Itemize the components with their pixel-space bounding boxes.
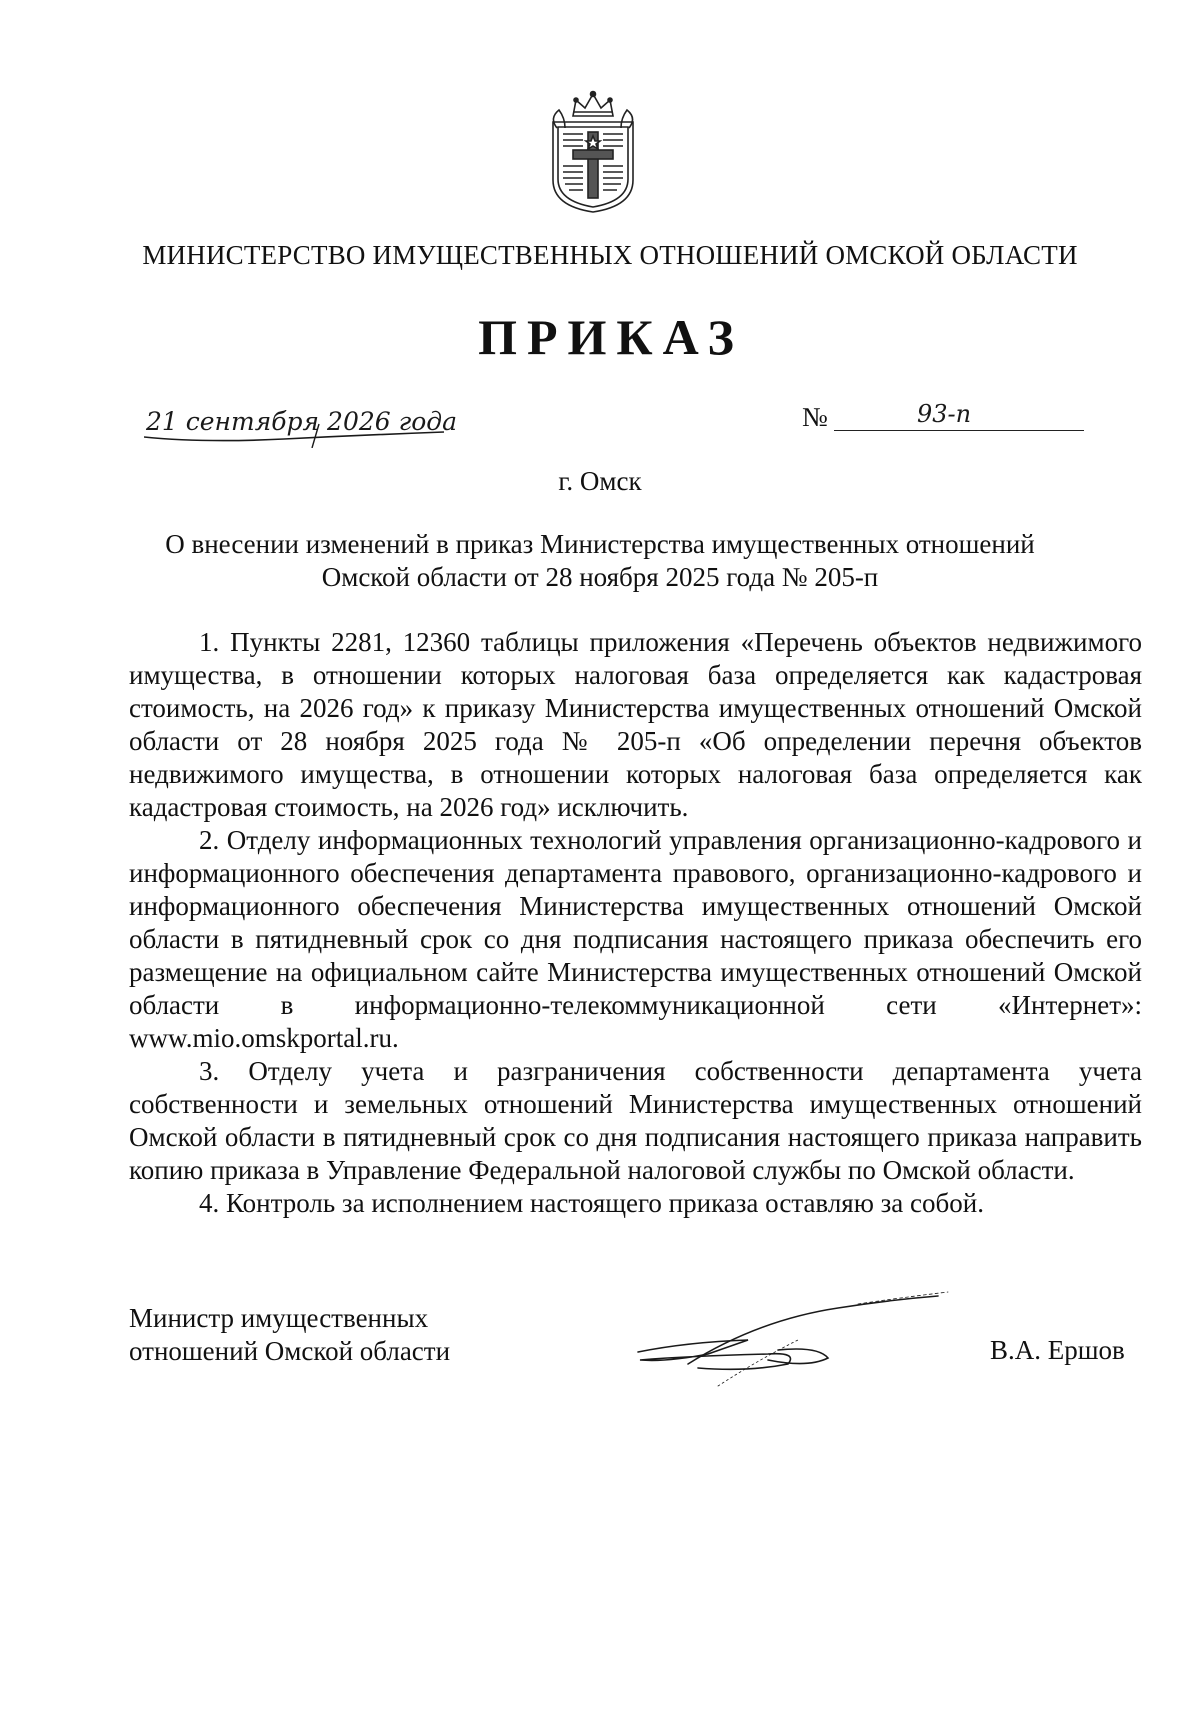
document-type-title: ПРИКАЗ (478, 309, 744, 365)
signer-name: В.А. Ершов (990, 1335, 1125, 1365)
handwritten-date (144, 396, 464, 448)
signer-position (129, 1302, 450, 1368)
order-paragraph-4: 4. Контроль за исполнением настоящего приказа оставляю за собой. (199, 1188, 984, 1218)
handwritten-date-text: 21 сентября 2026 года (146, 407, 458, 436)
handwritten-signature (628, 1290, 958, 1420)
order-subject (130, 528, 1070, 594)
order-paragraph-3: 3. Отделу учета и разграничения собственности департамента учета собственности и земельных отношений Министерства имущественных отношений Омской области в пятидневный срок со дня подписания настоящего приказа направить копию приказа в Управление Федеральной налоговой службы по Омской области. (129, 1056, 1142, 1185)
signer-position-line: Министр имущественных (129, 1303, 429, 1333)
number-label: № (802, 402, 828, 432)
handwritten-number (915, 396, 1025, 432)
coat-of-arms-icon (543, 88, 643, 214)
handwritten-number-text: 93-п (917, 400, 972, 428)
order-paragraph-2: 2. Отделу информационных технологий управления организационно-кадрового и информационного обеспечения департамента правового, организационно-кадрового и информационного обеспечения Министерства имущественных отношений Омской области в пятидневный срок со дня подписания настоящего приказа обеспечить его размещение на официальном сайте Министерства имущественных отношений Омской области в информационно-телекоммуникационной сети «Интернет»: www.mio.omskportal.ru. (129, 825, 1142, 1053)
order-subject-line: Омской области от 28 ноября 2025 года № 205-п (321, 562, 879, 592)
city: г. Омск (558, 466, 642, 496)
order-subject-line: О внесении изменений в приказ Министерства имущественных отношений (165, 529, 1035, 559)
ministry-name: МИНИСТЕРСТВО ИМУЩЕСТВЕННЫХ ОТНОШЕНИЙ ОМСКОЙ ОБЛАСТИ (142, 240, 1078, 270)
order-body (129, 626, 1142, 1220)
order-paragraph-1: 1. Пункты 2281, 12360 таблицы приложения «Перечень объектов недвижимого имущества, в отношении которых налоговая база определяется как кадастровая стоимость, на 2026 год» к приказу Министерства имущественных отношений Омской области от 28 ноября 2025 года № 205-п «Об определении перечня объектов недвижимого имущества, в отношении которых налоговая база определяется как кадастровая стоимость, на 2026 год» исключить. (129, 627, 1142, 822)
signer-position-line: отношений Омской области (129, 1336, 451, 1366)
